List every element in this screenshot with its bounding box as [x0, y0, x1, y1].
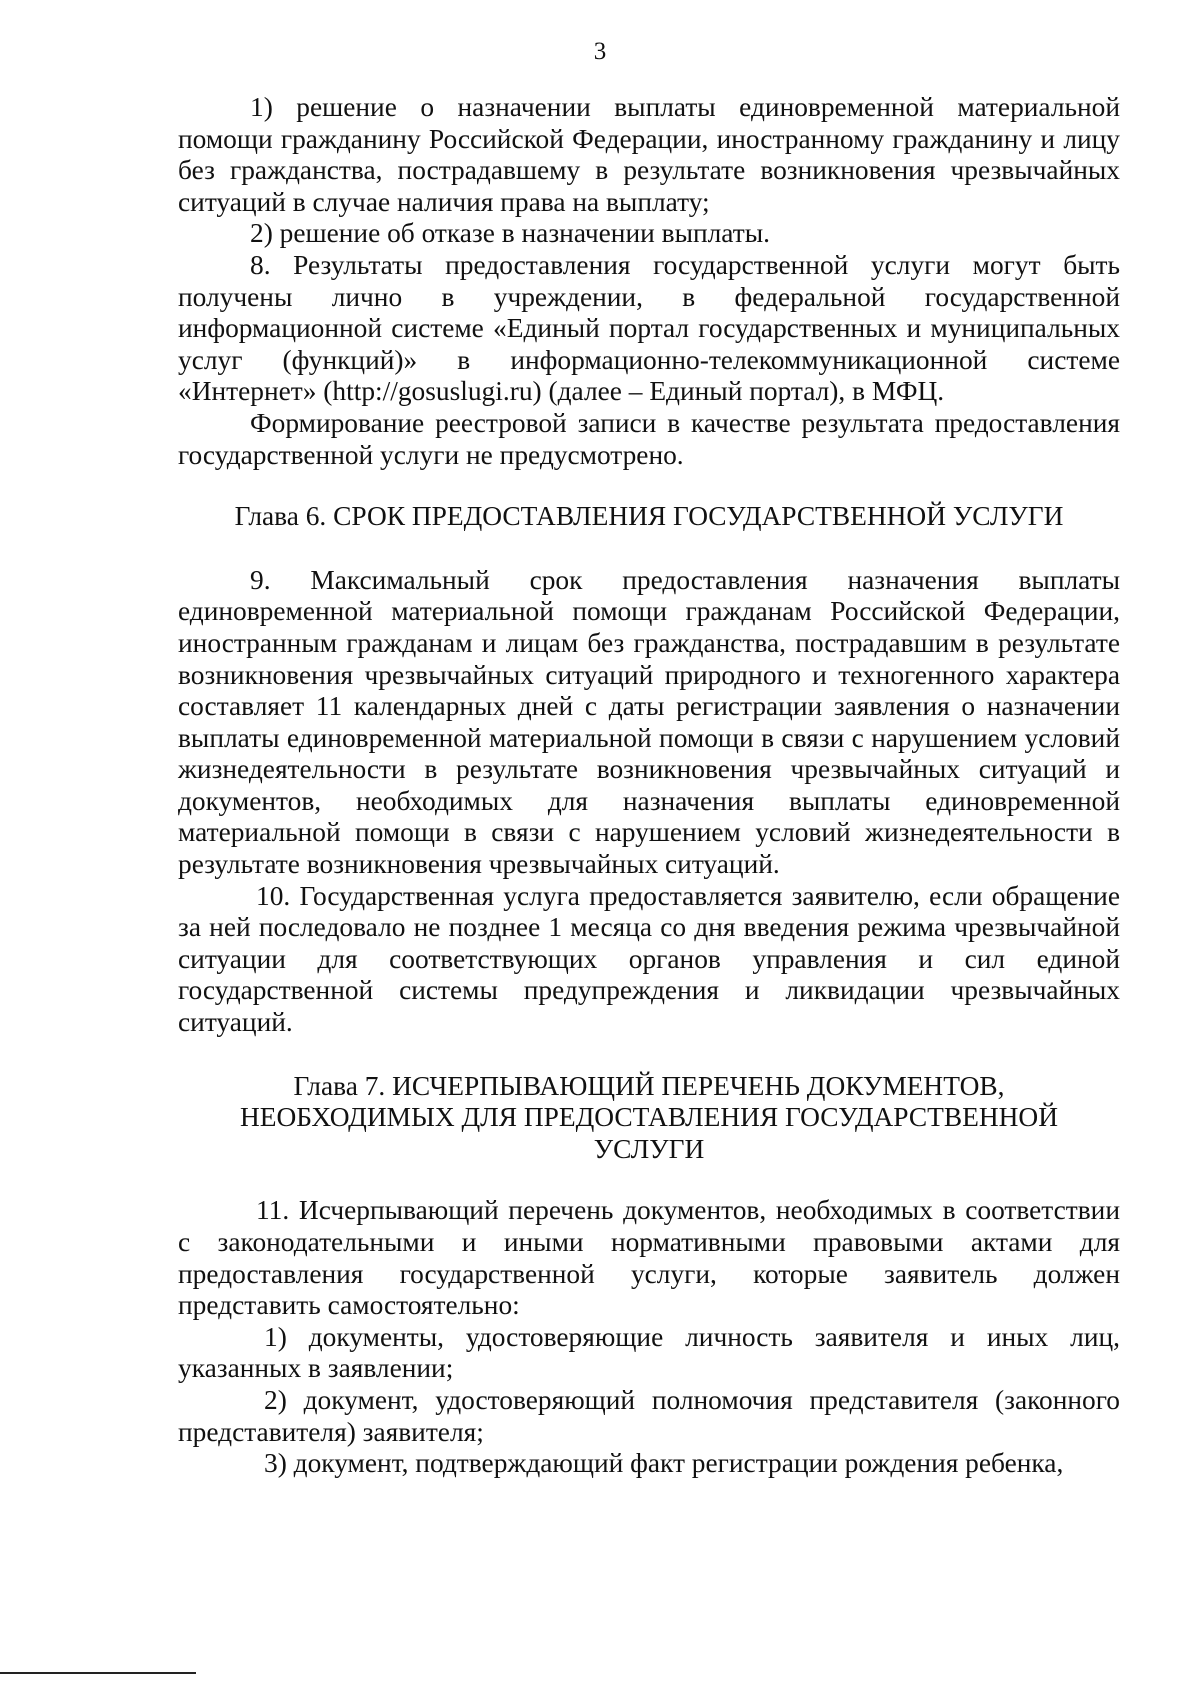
chapter-7-title-line-3: УСЛУГИ: [593, 1133, 705, 1164]
paragraph-10-service-provided: 10. Государственная услуга предоставляется заявителю, если обращение за ней последовало не позднее 1 месяца со дня введения режима чрезвычайной ситуации для соответствующих органов управления и сил единой государственной системы предупреждения и ликвидации чрезвычайных ситуаций.: [178, 880, 1120, 1038]
paragraph-registry-record: Формирование реестровой записи в качестве результата предоставления государственной услуги не предусмотрено.: [178, 407, 1120, 470]
list-item-identity-documents: 1) документы, удостоверяющие личность заявителя и иных лиц, указанных в заявлении;: [178, 1321, 1120, 1384]
document-body: [178, 92, 1120, 1480]
paragraph-decision-refusal: 2) решение об отказе в назначении выплаты.: [250, 218, 770, 249]
paragraph-8-results: 8. Результаты предоставления государственной услуги могут быть получены лично в учреждении, в федеральной государственной информационной системе «Единый портал государственных и муниципальных услуг (функций)» в информационно-телекоммуникационной системе «Интернет» (http://gosuslugi.ru) (далее – Единый портал), в МФЦ.: [178, 249, 1120, 407]
list-item-representative-authority: 2) документ, удостоверяющий полномочия представителя (законного представителя) заявителя;: [178, 1384, 1120, 1447]
chapter-7-title-line-2: НЕОБХОДИМЫХ ДЛЯ ПРЕДОСТАВЛЕНИЯ ГОСУДАРСТВЕННОЙ: [240, 1102, 1058, 1133]
chapter-7-title: [178, 1071, 1120, 1166]
chapter-6-title: Глава 6. СРОК ПРЕДОСТАВЛЕНИЯ ГОСУДАРСТВЕННОЙ УСЛУГИ: [234, 501, 1064, 532]
list-item-birth-registration: 3) документ, подтверждающий факт регистрации рождения ребенка,: [264, 1448, 1064, 1479]
paragraph-decision-payment: 1) решение о назначении выплаты единовременной материальной помощи гражданину Российской Федерации, иностранному гражданину и лицу без гражданства, пострадавшему в результате возникновения чрезвычайных ситуаций в случае наличия права на выплату;: [178, 92, 1120, 217]
paragraph-11-documents-list: 11. Исчерпывающий перечень документов, необходимых в соответствии с законодательными и иными нормативными правовыми актами для предоставления государственной услуги, которые заявитель должен представить самостоятельно:: [178, 1195, 1120, 1321]
page-number: 3: [593, 38, 607, 65]
paragraph-9-max-term: 9. Максимальный срок предоставления назначения выплаты единовременной материальной помощи гражданам Российской Федерации, иностранным гражданам и лицам без гражданства, пострадавшим в результате возникновения чрезвычайных ситуаций природного и техногенного характера составляет 11 календарных дней с даты регистрации заявления о назначении выплаты единовременной материальной помощи в связи с нарушением условий жизнедеятельности в результате возникновения чрезвычайных ситуаций и документов, необходимых для назначения выплаты единовременной материальной помощи в связи с нарушением условий жизнедеятельности в результате возникновения чрезвычайных ситуаций.: [178, 564, 1120, 880]
chapter-7-title-line-1: Глава 7. ИСЧЕРПЫВАЮЩИЙ ПЕРЕЧЕНЬ ДОКУМЕНТОВ,: [293, 1070, 1005, 1101]
footnote-separator: [0, 1672, 196, 1674]
